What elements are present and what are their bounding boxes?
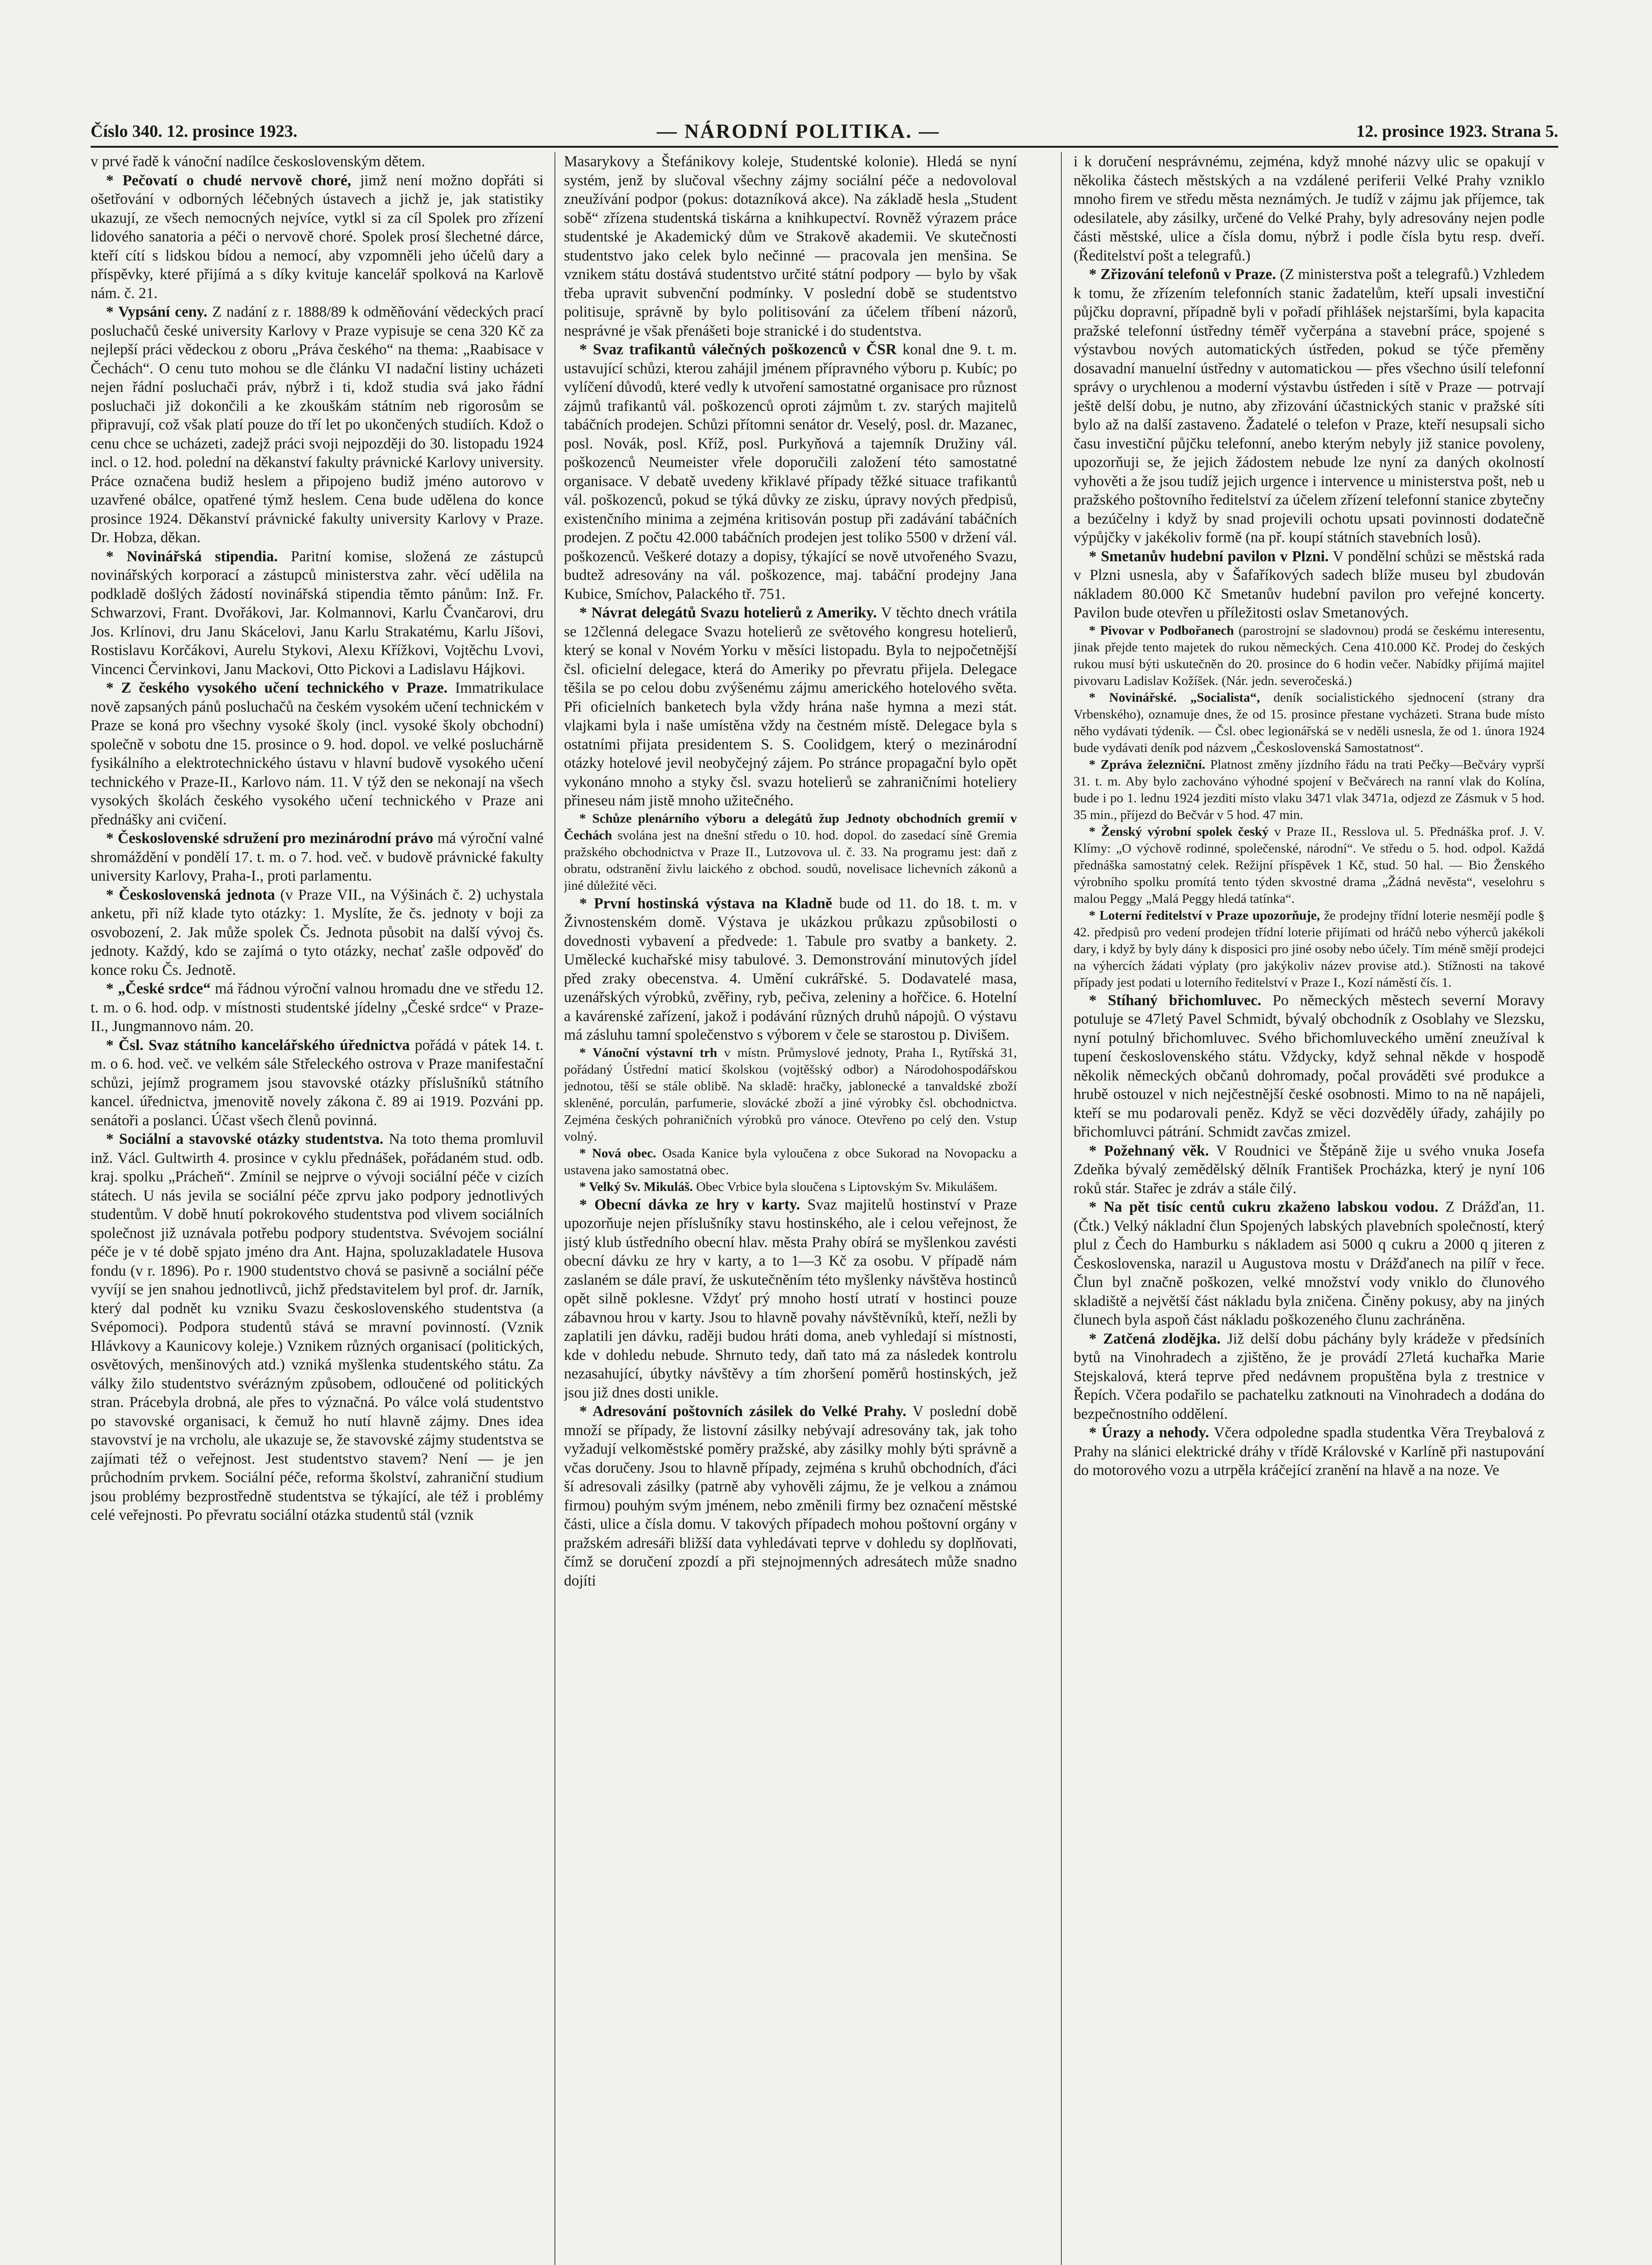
article-paragraph <box>91 547 544 679</box>
article-heading: * Požehnaný věk. <box>1089 1142 1209 1159</box>
article-text: Immatrikulace nově zapsaných pánů posluchačů na českém vysokém učení technickém v Praze se koná pro všechny vysoké školy (incl. vysoké školy obchodní) společně v sobotu dne 15. prosince o 9. hod. dopol. ve velké posluchárně fysikálního a elektrotechnického ústavu v hlavní budově vysokého učení technického v Praze-II., Karlovo nám. 11. V týž den se nekonají na všech vysokých školách českého vysokého učení technického v Praze ani přednášky ani cvičení. <box>91 680 544 828</box>
article-heading: * Schůze plenárního výboru a delegátů žup Jednoty obchodních gremií v Čechách <box>564 811 1017 843</box>
article-text: i k doručení nesprávnému, zejména, když mnohé názvy ulic se opakují v několika částech městských a na vzdálené periferii Velké Prahy vzniklo mnoho firem ve středu města neznámých. Je tudíž v zájmu jak příjemce, tak odesilatele, aby zásilky, určené do Velké Prahy, byly adresovány nejen podle části městské, ulice a čísla domu, nýbrž i podle čísla bytu resp. dveří. (Ředitelství pošt a telegrafů.) <box>1074 153 1545 264</box>
article-heading: * Čsl. Svaz státního kancelářského úřednictva <box>106 1036 410 1054</box>
article-text: má řádnou výroční valnou hromadu dne ve středu 12. t. m. o 6. hod. odp. v místnosti studentské jídelny „České srdce“ v Praze-II., Jungmannovo nám. 20. <box>91 980 544 1035</box>
article-heading: * První hostinská výstava na Kladně <box>579 895 833 912</box>
article-text: (Z ministerstva pošt a telegrafů.) Vzhledem k tomu, že zřízením telefonních stanic žadatelům, kteří upsali investiční půjčku dopravní, případně byli v pořadí přihlášek nejstaršími, byla kapacita pražské telefonní ústředny téměř vyčerpána a stavební práce, spojené s výstavbou nových automatických ústředen, pokud se týče přeměny dosavadní manuelní ústředny v automatickou — přes všechno úsilí telefonní správy o urychlenou a moderní výstavbu ústředen i sítě v Praze — potrvají ještě delší dobu, je nutno, aby zřizování účastnických stanic v pražské síti bylo až na další zastaveno. Žadatelé o telefon v Praze, kteří nesupsali sicho času investiční půjčku telefonní, anebo kterým nebyly již stanice povoleny, upozorňuji se, že jejich žádostem nebude lze nyní za daných okolností vyhověti a že jsou tudíž jejich urgence i intervence u ministerstva pošt, neb u pražského poštovního ředitelství za účelem zřízení telefonní stanice zbytečny a bezúčelny i když by snad projevili ochotu upsati povinnosti dodatečně výpůjčky v jakékoliv formě (na př. koupí státních stavebních losů). <box>1074 266 1545 546</box>
article-heading: * „České srdce“ <box>106 980 211 997</box>
article-heading: * Loterní ředitelství v Praze upozorňuje, <box>1089 908 1320 923</box>
column-2 <box>564 152 1017 2265</box>
article-paragraph <box>91 679 544 829</box>
column-divider <box>1061 152 1062 2265</box>
article-heading: * Zpráva železniční. <box>1089 757 1205 772</box>
masthead: — NÁRODNÍ POLITIKA. — <box>657 120 940 142</box>
article-text: jimž není možno dopřáti si ošetřování v odborných léčebných ústavech a jichž je, jak statistiky ukazují, ze všech nemocných nejvíce, vytkl si za cíl Spolek pro zřízení lidového sanatoria a péči o nervově choré. Spolek prosí šlechetné dárce, kteří cítí s lidskou bídou a nemocí, aby vzpomněli jeho účelů dary a příspěvky, které přijímá a s díky kvituje kancelář spolková na Karlově nám. č. 21. <box>91 172 544 302</box>
page-header <box>91 121 1558 142</box>
article-paragraph <box>1074 991 1545 1142</box>
article-paragraph <box>91 171 544 303</box>
article-heading: * Novinářská stipendia. <box>106 548 278 565</box>
article-text: Svaz majitelů hostinství v Praze upozorňuje nejen příslušníky stavu hostinského, ale i celou veřejnost, že jistý klub ústředního obecní hlav. města Prahy obírá se myšlenkou zavésti obecní dávku ze hry v karty, a to 1—3 Kč za osobu. V případě nám zaslaném se dále praví, že uskutečněním této myšlenky návštěva hostinců opět silně poklesne. Vždyť prý mnoho hostí utratí v hostinci pouze zábavnou hrou v karty. Jsou to hlavně povahy návštěvníků, kteří, nežli by zaplatili jen dávku, raději budou hráti doma, aneb vyhledají si místnosti, kde v dohledu nebude. Shrnuto tedy, daň tato má za následek kontrolu nezasahující, úbytky návštěvy a tím zhoršení poměrů hostinských, jež jsou již dnes dosti unikle. <box>564 1196 1017 1401</box>
article-paragraph <box>1074 907 1545 991</box>
article-text: Z Drážďan, 11. (Čtk.) Velký nákladní člun Spojených labských plavebních společností, který plul z Čech do Hamburku s nákladem asi 5000 q cukru a 2000 q jiteren z Československa, narazil u Augustova mostu v Drážďanech na pilíř v řece. Člun byl značně poškozen, velké množství vody vniklo do člunového skladiště a největší část nákladu byla zničena. Činěny pokusy, aby na jiných člunech byla aspoň část nákladu poškozeného člunu zachráněna. <box>1074 1199 1545 1328</box>
article-text: má výroční valné shromáždění v pondělí 17. t. m. o 7. hod. več. v budově právnické fakulty university Karlovy, Praha-I., proti parlamentu. <box>91 830 544 884</box>
article-heading: * Adresování poštovních zásilek do Velké Prahy. <box>579 1403 906 1420</box>
article-text: že prodejny třídní loterie nesmějí podle § 42. předpisů pro vedení prodejen třídní loterie přijímati od hráčů nebo výherců jakékoli dary, i když by byly dány k disposici pro jiné osoby nebo účely. Tím méně smějí prodejci na výhercích žádati výplaty (pro jakýkoliv název provise atd.). Stížnosti na takové případy jest podati u loterního ředitelství v Praze I., Kozí náměstí čís. 1. <box>1074 908 1545 990</box>
article-paragraph <box>564 603 1017 810</box>
article-heading: * Vánoční výstavní trh <box>579 1045 718 1060</box>
article-heading: * Velký Sv. Mikuláš. <box>579 1179 693 1194</box>
article-text: Po německých městech severní Moravy potuluje se 47letý Pavel Schmidt, bývalý obchodník z Osoblahy ve Slezsku, nyní potulný břichomluvec. Svého břichomluveckého umění zneužíval k tupení československého státu. Vždycky, když sehnal někde v hospodě několik německých občanů dohromady, počal prováděti své produkce a hrubě ostouzel v nich nejčestnější české osobnosti. Mimo to na ně napájeli, kteří se mu podarovali peněz. Když se věci dozvěděly úřady, zahájily po břichomluvci pátrání. Schmidt zavčas zmizel. <box>1074 992 1545 1140</box>
article-heading: * Návrat delegátů Svazu hotelierů z Ameriky. <box>579 604 877 621</box>
article-heading: * Zatčená zlodějka. <box>1089 1330 1221 1347</box>
article-paragraph <box>1074 1142 1545 1198</box>
article-paragraph <box>564 1195 1017 1402</box>
column-1 <box>91 152 544 2265</box>
article-paragraph <box>91 979 544 1036</box>
article-text: V pondělní schůzi se městská rada v Plzni usnesla, aby v Šafaříkových sadech blíže museu byl zbudován nákladem 80.000 Kč Smetanův hudební pavilon pro veřejné koncerty. Pavilon bude otevřen u příležitosti oslav Smetanových. <box>1074 548 1545 621</box>
article-text: Již delší dobu páchány byly krádeže v předsíních bytů na Vinohradech a zjištěno, že je provádí 27letá kuchařka Marie Stejskalová, která teprve před nedávnem propuštěna byla z trestnice v Řepích. Včera podařilo se pachatelku zatknouti na Vinohradech a dodána do bezpečnostního oddělení. <box>1074 1330 1545 1422</box>
article-paragraph <box>564 1145 1017 1179</box>
article-text: Obec Vrbice byla sloučena s Liptovským Sv. Mikulášem. <box>693 1179 998 1194</box>
article-heading: * Novinářské. „Socialista“, <box>1089 690 1260 705</box>
article-paragraph <box>1074 1423 1545 1480</box>
article-paragraph <box>91 152 544 171</box>
article-paragraph <box>564 340 1017 603</box>
article-text: svolána jest na dnešní středu o 10. hod. dopol. do zasedací síně Gremia pražského obchodnictva v Praze II., Lutzovova ul. č. 33. Na programu jest: daň z obratu, odstranění živlu laického z obchod. soudů, novelisace lichevních zákonů a jiné důležité věci. <box>564 828 1017 893</box>
article-text: deník socialistického sjednocení (strany dra Vrbenského), oznamuje dnes, že od 15. prosince přestane vycházeti. Strana bude místo něho vydávati týdeník. — Čsl. obec legionářská se v neděli usnesla, že od 1. února 1924 bude vydávati deník pod názvem „Československá Samostatnost“. <box>1074 690 1545 755</box>
column-divider <box>554 152 555 2265</box>
article-paragraph <box>1074 824 1545 907</box>
article-paragraph <box>91 1036 544 1130</box>
article-text: V poslední době množí se případy, že listovní zásilky nebývají adresovány tak, jak toho vyžadují velkoměstské poměry pražské, aby zásilky mohly býti správně a včas doručeny. Jsou to hlavně případy, zejména s kruhů obchodních, ďáci ší adresovali zásilky (patrně aby vyhověli zájmu, že je velkou a známou firmou) pouhým svým jménem, nebo změnili firmy bez označení městské části, ulice a čísla domu. V takových případech mohou poštovní orgány v pražském adresáři bližší data vyhledávati teprve v dohledu sy doplňovati, čímž se doručení zpozdí a při stejnojmenných adresátech může snadno dojíti <box>564 1403 1017 1589</box>
article-paragraph <box>564 1179 1017 1195</box>
article-paragraph <box>1074 1330 1545 1424</box>
article-text: Včera odpoledne spadla studentka Věra Treybalová z Prahy na slánici elektrické dráhy v třídě Královské v Karlíně při nastupování do motorového vozu a utrpěla kráčející zranění na hlavě a na noze. Ve <box>1074 1424 1545 1479</box>
article-text: bude od 11. do 18. t. m. v Živnostenském domě. Výstava je ukázkou průkazu způsobilosti o dovednosti vybavení a předvede: 1. Tabule pro svatby a bankety. 2. Umělecké kuchařské misy tabulové. 3. Demonstrování minutových jídel před zraky obecenstva. 4. Umění cukrářské. 5. Dodavatelé masa, uzenářských výrobků, zvěřiny, ryb, pečiva, zeleniny a hořčice. 6. Hotelní a kavárenské zařízení, jakož i podávání různých druhů nápojů. O výstavu má zásluhu tamní společenstvo s výborem v čele se starostou p. Divišem. <box>564 895 1017 1043</box>
article-heading: * Pivovar v Podbořanech <box>1089 623 1234 638</box>
article-text: Masarykovy a Štefánikovy koleje, Studentské kolonie). Hledá se nyní systém, jenž by slučoval všechny zájmy sociální péče a nedovoloval zneužívání podpor (pokus: dotazníková akce). Na základě hesla „Student sobě“ zřízena studentská tiskárna a knihkupectví. Rovněž výrazem práce studentské je Akademický dům ve Strakově akademii. Ve skutečnosti studentstvo jako celek bylo nečinné — pracovala jen menšina. Se vznikem státu dostává studentstvo určité státní podpory — bylo by však třeba upravit subvenční podmínky. V poslední době se studentstvo politisuje, správně by bylo politisování za účelem tříbení názorů, nesprávné je však přenášeti boje stranické i do studentstva. <box>564 153 1017 339</box>
article-heading: * Sociální a stavovské otázky studentstva. <box>106 1131 384 1147</box>
article-heading: * Ženský výrobní spolek český <box>1089 824 1269 839</box>
article-heading: * Nová obec. <box>579 1146 656 1161</box>
article-heading: * Československá jednota <box>106 886 275 903</box>
article-text: v prvé řadě k vánoční nadílce československým dětem. <box>91 153 425 170</box>
article-paragraph <box>1074 1198 1545 1330</box>
article-heading: * Úrazy a nehody. <box>1089 1424 1209 1441</box>
article-text: v místn. Průmyslové jednoty, Praha I., Rytířská 31, pořádaný Ústřední maticí školskou (vojtěšský odbor) a Národohospodářskou jednotou, těší se stále oblibě. Na skladě: hračky, jablonecké a tanvaldské zboží skleněné, porculán, parfumerie, slovácké zboží a jiné výrobky čsl. obchodnictva. Zejména českých pohraničních výrobků pro vánoce. Otevřeno po celý den. Vstup volný. <box>564 1045 1017 1144</box>
article-text: pořádá v pátek 14. t. m. o 6. hod. več. ve velkém sále Střeleckého ostrova v Praze manifestační schůzi, jejímž programem jsou stavovské otázky příslušníků státního kancel. úřednictva, jmenovitě novely zákona č. 89 ai 1919. Pozváni pp. senátoři a poslanci. Účast všech členů povinná. <box>91 1036 544 1129</box>
article-text: Paritní komise, složená ze zástupců novinářských korporací a zástupců ministerstva zahr. věcí udělila na podkladě došlých žádostí novinářská stipendia těmto pánům: Inž. Fr. Schwarzovi, Frant. Dvořákovi, Jar. Kolmannovi, Karlu Čvančarovi, dru Jos. Krlínovi, dru Janu Skácelovi, Janu Karlu Strakatému, Karlu Jíšovi, Rostislavu Korčákovi, Aurelu Stykovi, Alexu Křížkovi, Vojtěchu Lvovi, Vincenci Červinkovi, Janu Mackovi, Otto Pickovi a Ladislavu Hájkovi. <box>91 548 544 678</box>
header-rule <box>91 146 1558 148</box>
article-text: (v Praze VII., na Výšinách č. 2) uchystala anketu, při níž klade tyto otázky: 1. Myslíte, že čs. jednoty v boji za osvobození, 2. Jak může spolek Čs. Jednota působit na další vývoj čs. jednoty. Každý, kdo se zajímá o tyto otázky, nechať zašle odpověď do konce roku Čs. Jednotě. <box>91 886 544 978</box>
article-paragraph <box>1074 689 1545 757</box>
article-heading: * Stíhaný břichomluvec. <box>1089 992 1262 1009</box>
article-paragraph <box>564 1045 1017 1145</box>
article-paragraph <box>1074 757 1545 824</box>
article-heading: * Smetanův hudební pavilon v Plzni. <box>1089 548 1329 565</box>
article-paragraph <box>564 894 1017 1045</box>
article-heading: * Z českého vysokého učení technického v Praze. <box>106 680 448 696</box>
article-paragraph <box>1074 622 1545 689</box>
issue-info: Číslo 340. 12. prosince 1923. <box>91 122 298 141</box>
article-heading: * Pečovatí o chudé nervově choré, <box>106 172 352 189</box>
article-heading: * Československé sdružení pro mezinárodní právo <box>106 830 433 847</box>
article-paragraph <box>91 829 544 886</box>
column-3 <box>1074 152 1545 2265</box>
article-text: Osada Kanice byla vyloučena z obce Sukorad na Novopacku a ustavena jako samostatná obec. <box>564 1146 1017 1177</box>
article-heading: * Svaz trafikantů válečných poškozenců v ČSR <box>579 341 897 358</box>
article-paragraph <box>91 886 544 980</box>
article-text: konal dne 9. t. m. ustavující schůzi, kterou zahájil jménem přípravného výboru p. Kubíc; po vylíčení důvodů, které vedly k utvoření samostatné organisace pro různost zájmů trafikantů vál. poškozenců oproti zájmům t. zv. starých majitelů tabáčních prodejen. Schůzi přítomni senátor dr. Veselý, posl. dr. Mazanec, posl. Novák, posl. Kříž, posl. Purkyňová a tajemník Družiny vál. poškozenců Neumeister vřele doporučili založení této samostatné organisace. V debatě uvedeny křiklavé případy těžké situace trafikantů vál. poškozenců, pokud se týká důvky ze zisku, úpravy nových předpisů, existenčního minima a zejména kritisován postup při zadávání tabáčních prodejen. Z počtu 42.000 tabáčních prodejen jest toliko 5500 v držení vál. poškozenců. Veškeré dotazy a dopisy, týkající se nově utvořeného Svazu, budtež adresovány na vál. poškozence, maj. tabáční prodejny Jana Kubice, Smíchov, Palackého tř. 751. <box>564 341 1017 602</box>
article-text: Z nadání z r. 1888/89 k odměňování vědeckých prací posluchačů české university Karlovy v Praze vypisuje se cena 320 Kč za nejlepší práci vědeckou z oboru „Práva českého“ na thema: „Raabisace v Čechách“. O cenu tuto mohou se dle článku VI nadační listiny ucházeti nejen řádní posluchači práv, nýbrž i ti, kdož studia svá jako řádní posluchači již dokončili a ke zkouškám státním neb rigorosům se připravují, což však platí pouze do tří let po ukončených studiích. Kdož o cenu chce se ucházeti, zadejž práci svoji nejpozději do 30. listopadu 1924 incl. o 12. hod. polední na děkanství fakulty právnické Karlovy university. Práce označena budiž heslem a připojeno budiž jméno autorovo v uzavřené obálce, opatřené týmž heslem. Cena bude udělena do konce prosince 1924. Děkanství právnické fakulty university Karlovy v Praze. Dr. Hobza, děkan. <box>91 304 544 546</box>
article-paragraph <box>564 810 1017 894</box>
article-heading: * Obecní dávka ze hry v karty. <box>579 1196 800 1213</box>
article-text: (parostrojní se sladovnou) prodá se českému interesentu, jinak přejde tento majetek do rukou německých. Cena 410.000 Kč. Prodej do českých rukou musí býti uskutečněn do 20. prosince do 6 hodin večer. Nabídky přijímá majitel pivovaru Ladislav Kožíšek. (Nár. jedn. severočeská.) <box>1074 623 1545 688</box>
article-text: V Roudnici ve Štěpáně žije u svého vnuka Josefa Zdeňka bývalý zemědělský dělník František Procházka, který je nyní 106 roků stár. Stařec je zdráv a stále čilý. <box>1074 1142 1545 1197</box>
article-text: Platnost změny jízdního řádu na trati Pečky—Bečváry vyprší 31. t. m. Aby bylo zachováno výhodné spojení v Bečvárech na ranní vlak do Kolína, bude i po 1. lednu 1924 jezditi místo vlaku 3471 vlak 3471a, odjezd ze Zásmuk v 5 hod. 35 min., příjezd do Bečvár v 5 hod. 47 min. <box>1074 757 1545 822</box>
article-paragraph <box>1074 265 1545 547</box>
article-heading: * Zřizování telefonů v Praze. <box>1089 266 1276 283</box>
article-paragraph <box>91 303 544 547</box>
article-paragraph <box>564 1402 1017 1590</box>
article-paragraph <box>564 152 1017 340</box>
article-text: v Praze II., Resslova ul. 5. Přednáška prof. J. V. Klímy: „O výchově rodinné, společenské, národní“. Ve středu o 5. hod. odpol. Každá přednáška samostatný celek. Režijní příspěvek 1 Kč, stud. 50 hal. — Bio Ženského výrobního spolku promítá tento týden skvostné drama „Žádná nevěsta“, veselohru s malou Peggy „Malá Peggy hledá tatínka“. <box>1074 824 1545 906</box>
article-heading: * Na pět tisíc centů cukru zkaženo labskou vodou. <box>1089 1199 1439 1215</box>
article-text: Na toto thema promluvil inž. Václ. Gultwirth 4. prosince v cyklu přednášek, pořádaném stud. odb. kraj. spolku „Prácheň“. Zmínil se nejprve o vývoji sociální péče v cizích státech. U nás jevila se sociální péče zprvu jako podpory jednotlivých studentům. V době hnutí pokrokového studentstva pod vlivem sociálních společnost již uznávala potřebu podpory studentstva. Svévojem sociální péče je v té době spjato jméno dra Ant. Hajna, spoluzakladatele Husova fondu (v r. 1896). Po r. 1900 studentstvo chová se pasivně a sociální péče vyvíjí se jen snahou jednotlivců, jichž představitelem byl prof. dr. Jarník, který dal podnět ku vzniku Svazu československého studentstva (a Svépomoci). Podpora studentů stává se mravní povinností. (Vznik Hlávkovy a Kaunicovy koleje.) Vznikem různých organisací (politických, osvětových, menšinových atd.) vzniká myšlenka studentského státu. Za války žilo studentstvo svérázným způsobem, odloučené od politických stran. Prácebyla drobná, ale přes to význačná. Po válce volá studentstvo po stavovské organisaci, k čemuž ho nutí hlavně zájmy. Dnes idea stavovství je na vrcholu, ale ukazuje se, že stavovské zájmy studentstva se zajímati též o veřejnost. Jest studentstvo stavem? Není — je jen průchodním prvkem. Sociální péče, reforma školství, zahraniční studium jsou problémy bezprostředně studentstva se týkající, ale též i problémy celé veřejnosti. Po převratu sociální otázka studentů stál (vznik <box>91 1131 544 1523</box>
page-info: 12. prosince 1923. Strana 5. <box>1356 122 1558 141</box>
article-heading: * Vypsání ceny. <box>106 304 207 320</box>
article-paragraph <box>91 1130 544 1525</box>
article-paragraph <box>1074 547 1545 622</box>
article-text: V těchto dnech vrátila se 12členná delegace Svazu hotelierů ze světového kongresu hotelierů, který se konal v Novém Yorku v měsíci listopadu. Byla to nejpočetnější čsl. oficielní delegace, která do Ameriky po převratu přijela. Delegace těšila se po celou dobu zvýšenému zájmu amerického hotelového světa. Při oficielních banketech byla vždy hrána naše hymna a mezi stát. vlajkami byla i naše umístěna vždy na čestném místě. Delegace byla s ostatními přijata presidentem S. S. Coolidgem, který o mezinárodní otázky hotelové jevil neobyčejný zájem. Po stránce propagační bylo opět vykonáno mnoho a styky čsl. svazu hotelierů se zahraničními hoteliery přineseu nám jistě mnoho užitečného. <box>564 604 1017 809</box>
article-paragraph <box>1074 152 1545 265</box>
